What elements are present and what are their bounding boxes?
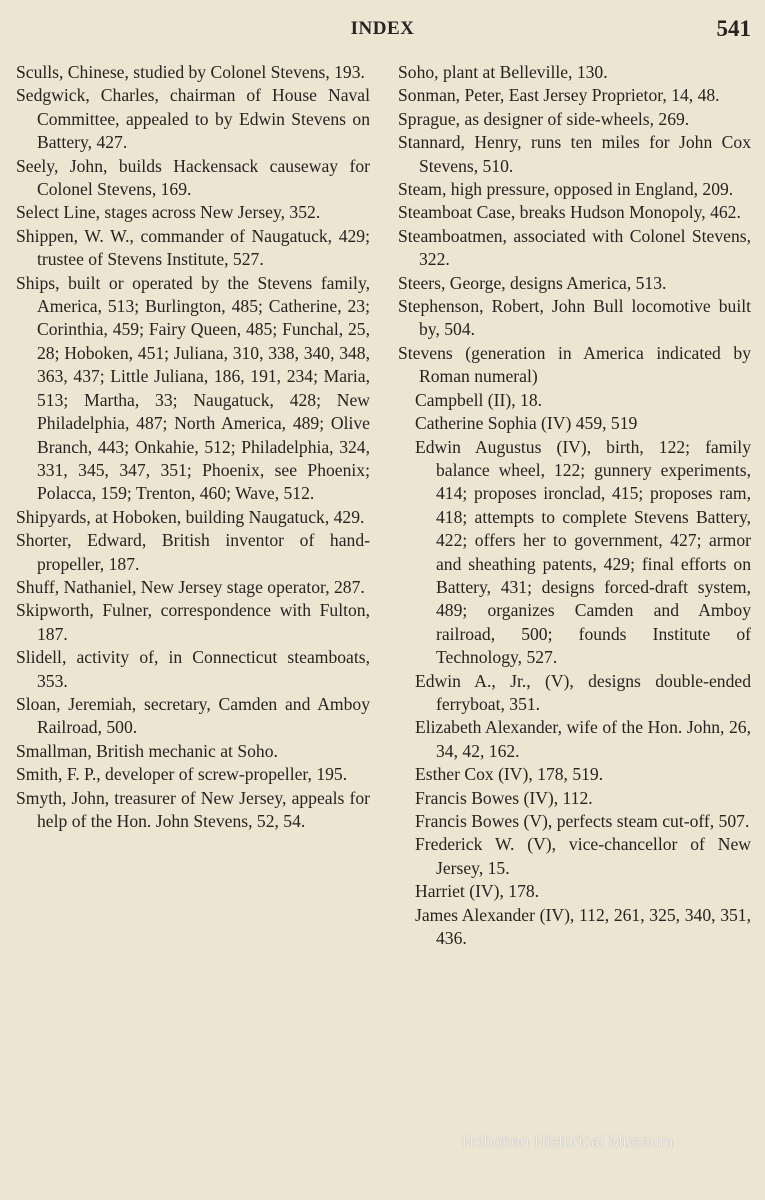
watermark-text: Hoboken Historical Museum (462, 1133, 674, 1151)
index-entry: Stephenson, Robert, John Bull locomotive built by, 504. (398, 296, 751, 340)
index-entry: Steamboat Case, breaks Hudson Monopoly, 462. (398, 202, 741, 223)
index-entry: Soho, plant at Belleville, 130. (398, 62, 608, 82)
index-entry: Smallman, British mechanic at Soho. (16, 740, 278, 761)
index-entry: Select Line, stages across New Jersey, 352. (16, 202, 321, 223)
index-subentry: Francis Bowes (V), perfects steam cut-off, 507. (415, 811, 750, 831)
index-entry: Stannard, Henry, runs ten miles for John Cox Stevens, 510. (398, 132, 751, 176)
left-column (16, 61, 370, 833)
index-entry: Stevens (generation in America indicated by Roman numeral) (398, 342, 751, 387)
index-entry: Slidell, activity of, in Connecticut steamboats, 353. (16, 647, 370, 691)
index-subentry: Esther Cox (IV), 178, 519. (415, 764, 604, 785)
index-entry: Ships, built or operated by the Stevens family, America, 513; Burlington, 485; Catherine, 23; Corinthia, 459; Fairy Queen, 485; Funchal, 25, 28; Hoboken, 451; Juliana, 310, 338, 340, 348, 363, 437; Little Juliana, 186, 191, 234; Maria, 513; Martha, 33; Naugatuck, 428; New Philadelphia, 487; North America, 489; Olive Branch, 443; Onkahie, 512; Philadelphia, 324, 331, 345, 347, 351; Phoenix, see Phoenix; Polacca, 159; Trenton, 460; Wave, 512. (16, 272, 370, 504)
index-subentry: Catherine Sophia (IV) 459, 519 (415, 413, 638, 434)
index-entry: Seely, John, builds Hackensack causeway for Colonel Stevens, 169. (16, 155, 370, 200)
index-entry: Steers, George, designs America, 513. (398, 272, 667, 293)
index-subentry: Elizabeth Alexander, wife of the Hon. John, 26, 34, 42, 162. (415, 717, 751, 761)
index-entry: Shipyards, at Hoboken, building Naugatuck, 429. (16, 506, 365, 527)
index-subentry: Edwin A., Jr., (V), designs double-ended ferryboat, 351. (415, 670, 751, 714)
index-entry: Sedgwick, Charles, chairman of House Naval Committee, appealed to by Edwin Stevens on Battery, 427. (16, 85, 370, 153)
index-subentry: Frederick W. (V), vice-chancellor of New Jersey, 15. (415, 834, 751, 878)
index-entry: Sculls, Chinese, studied by Colonel Stevens, 193. (16, 62, 365, 82)
index-subentry: Campbell (II), 18. (415, 389, 543, 410)
index-entry: Steam, high pressure, opposed in England, 209. (398, 179, 734, 200)
right-column (398, 61, 751, 950)
index-entry: Shippen, W. W., commander of Naugatuck, 429; trustee of Stevens Institute, 527. (16, 225, 370, 270)
page-header (0, 18, 765, 48)
index-entry: Skipworth, Fulner, correspondence with Fulton, 187. (16, 600, 370, 644)
index-subentry: Edwin Augustus (IV), birth, 122; family balance wheel, 122; gunnery experiments, 414; proposes ironclad, 415; proposes ram, 418; attempts to complete Stevens Battery, 422; offers her to government, 427; armor and sheathing patents, 429; final efforts on Battery, 431; designs forced-draft system, 489; organizes Camden and Amboy railroad, 500; founds Institute of Technology, 527. (415, 436, 751, 668)
index-entry: Sprague, as designer of side-wheels, 269. (398, 108, 690, 129)
index-subentry: Francis Bowes (IV), 112. (415, 787, 593, 808)
index-entry: Shuff, Nathaniel, New Jersey stage operator, 287. (16, 576, 365, 597)
index-entry: Sloan, Jeremiah, secretary, Camden and Amboy Railroad, 500. (16, 693, 370, 738)
index-entry: Smith, F. P., developer of screw-propeller, 195. (16, 764, 348, 785)
index-subentry: Harriet (IV), 178. (415, 881, 540, 902)
index-entry: Shorter, Edward, British inventor of hand-propeller, 187. (16, 530, 370, 574)
page-title: INDEX (350, 18, 415, 39)
index-entry: Sonman, Peter, East Jersey Proprietor, 14, 48. (398, 85, 720, 106)
index-entry: Steamboatmen, associated with Colonel Stevens, 322. (398, 225, 751, 270)
page-number: 541 (716, 16, 751, 41)
index-entry: Smyth, John, treasurer of New Jersey, appeals for help of the Hon. John Stevens, 52, 54. (16, 787, 370, 831)
index-subentry: James Alexander (IV), 112, 261, 325, 340, 351, 436. (415, 904, 751, 949)
